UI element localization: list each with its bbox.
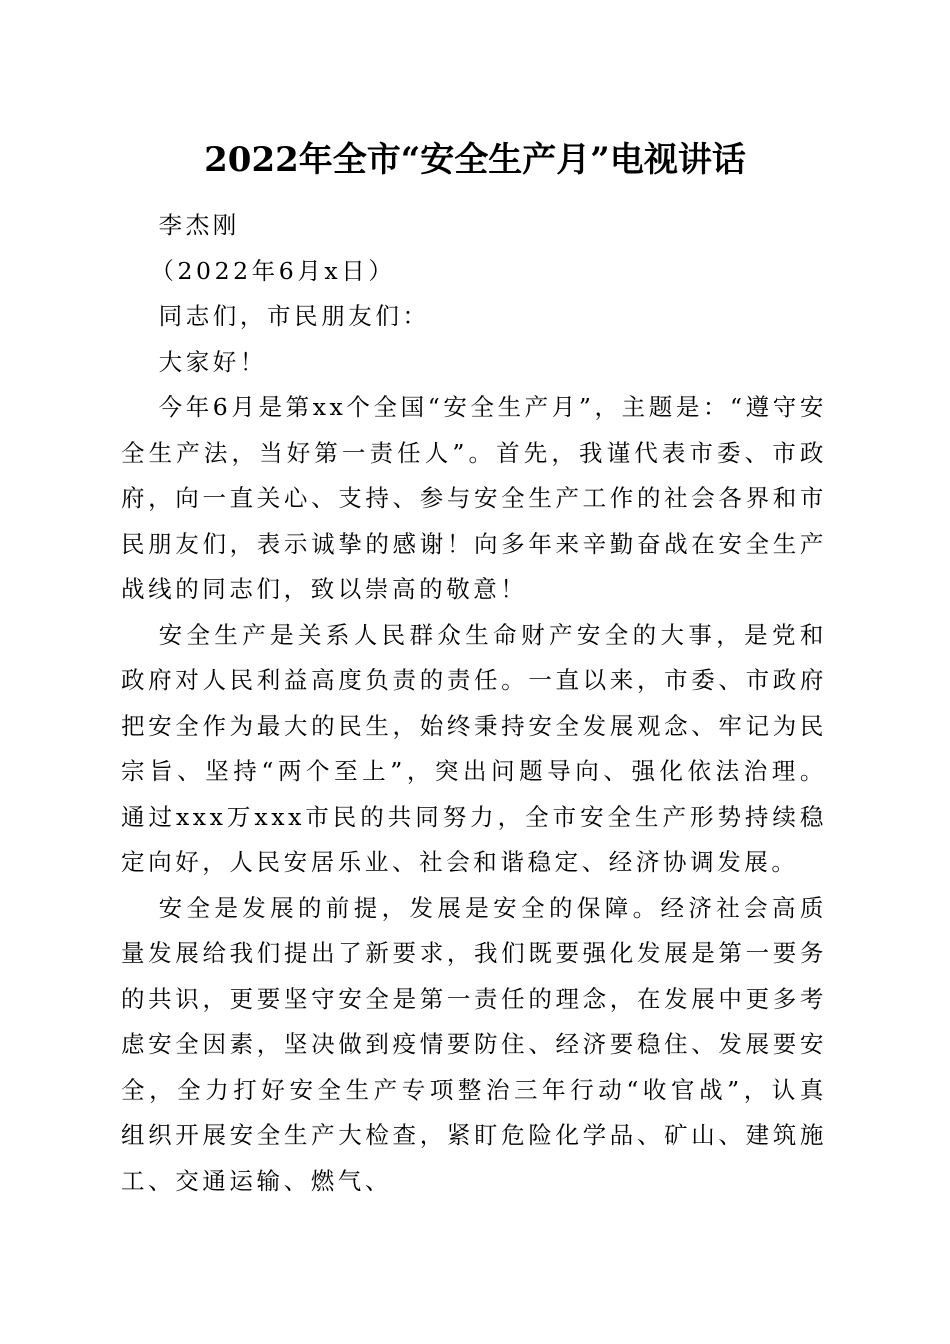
document-body — [121, 203, 827, 1204]
body-paragraph: 今年6月是第xx个全国“安全生产月”，主题是：“遵守安全生产法，当好第一责任人”。首先，我谨代表市委、市政府，向一直关心、支持、参与安全生产工作的社会各界和市民朋友们，表示诚挚的感谢！向多年来辛勤奋战在安全生产战线的同志们，致以崇高的敬意！ — [121, 393, 827, 603]
greeting: 大家好！ — [158, 347, 267, 376]
document-title: 2022年全市“安全生产月”电视讲话 — [204, 140, 746, 180]
body-paragraph: 安全生产是关系人民群众生命财产安全的大事，是党和政府对人民利益高度负责的责任。一直以来，市委、市政府把安全作为最大的民生，始终秉持安全发展观念、牢记为民宗旨、坚持“两个至上”，突出问题导向、强化依法治理。通过xxx万xxx市民的共同努力，全市安全生产形势持续稳定向好，人民安居乐业、社会和谐稳定、经济协调发展。 — [121, 620, 827, 876]
author-name: 李杰刚 — [158, 211, 240, 239]
speech-date: （2022年6月x日） — [150, 256, 396, 285]
salutation: 同志们，市民朋友们： — [158, 302, 430, 330]
body-paragraph: 安全是发展的前提，发展是安全的保障。经济社会高质量发展给我们提出了新要求，我们既要强化发展是第一要务的共识，更要坚守安全是第一责任的理念，在发展中更多考虑安全因素，坚决做到疫情要防住、经济要稳住、发展要安全，全力打好安全生产专项整治三年行动“收官战”，认真组织开展安全生产大检查，紧盯危险化学品、矿山、建筑施工、交通运输、燃气、 — [121, 893, 827, 1195]
